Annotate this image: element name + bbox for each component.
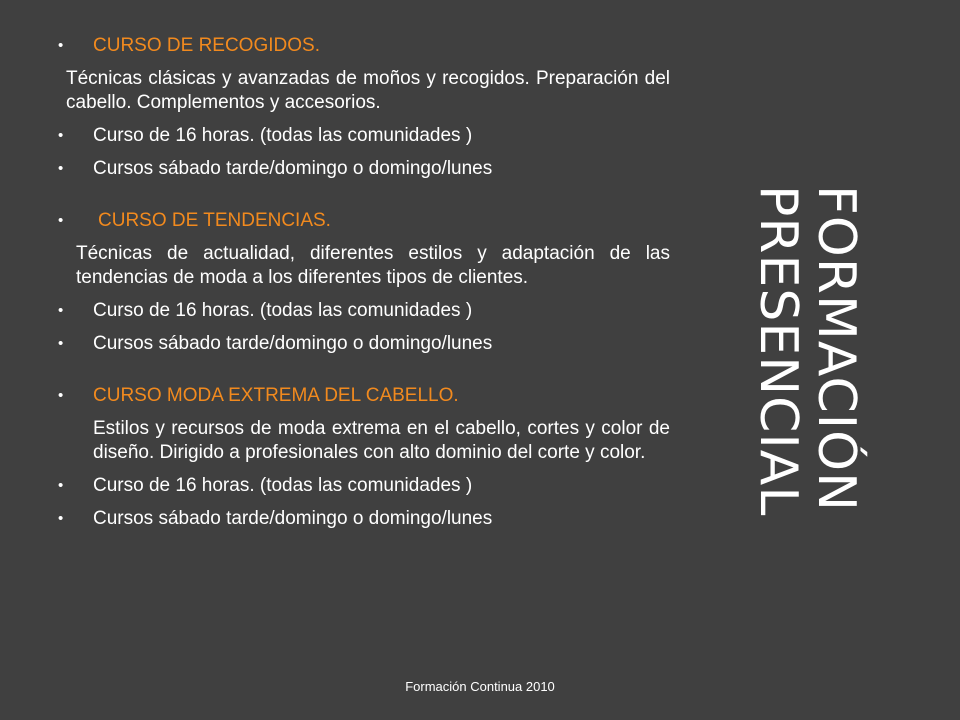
course-heading-row <box>58 384 670 408</box>
course-heading: CURSO MODA EXTREMA DEL CABELLO. <box>93 385 459 406</box>
course-schedule-row <box>58 157 670 181</box>
course-schedule-row <box>58 332 670 356</box>
bullet-icon: • <box>58 387 64 404</box>
course-heading-row <box>58 34 670 58</box>
course-schedule-row <box>58 507 670 531</box>
course-heading: CURSO DE TENDENCIAS. <box>98 210 331 231</box>
course-description: Estilos y recursos de moda extrema en el cabello, cortes y color de diseño. Dirigido a profesionales con alto dominio del corte y color. <box>93 418 670 463</box>
course-schedule: Cursos sábado tarde/domingo o domingo/lunes <box>93 158 493 179</box>
course-duration: Curso de 16 horas. (todas las comunidades ) <box>93 475 473 496</box>
course-duration: Curso de 16 horas. (todas las comunidades ) <box>93 125 473 146</box>
bullet-icon: • <box>58 335 64 352</box>
course-description: Técnicas de actualidad, diferentes estilos y adaptación de las tendencias de moda a los diferentes tipos de clientes. <box>76 243 670 288</box>
bullet-icon: • <box>58 510 64 527</box>
course-block-tendencias <box>58 209 670 356</box>
footer-text: Formación Continua 2010 <box>405 679 555 694</box>
course-duration-row <box>58 124 670 148</box>
course-duration-row <box>58 299 670 323</box>
course-duration-row <box>58 474 670 498</box>
spacer <box>58 190 670 209</box>
course-heading: CURSO DE RECOGIDOS. <box>93 35 320 56</box>
course-block-recogidos <box>58 34 670 181</box>
bullet-icon: • <box>58 302 64 319</box>
spacer <box>58 365 670 384</box>
course-list <box>58 34 670 540</box>
bullet-icon: • <box>58 160 64 177</box>
course-heading-row <box>58 209 670 233</box>
slide-title: FORMACIÓN PRESENCIAL <box>748 185 866 517</box>
bullet-icon: • <box>58 477 64 494</box>
course-schedule: Cursos sábado tarde/domingo o domingo/lunes <box>93 508 493 529</box>
course-schedule: Cursos sábado tarde/domingo o domingo/lunes <box>93 333 493 354</box>
bullet-icon: • <box>58 212 64 229</box>
bullet-icon: • <box>58 37 64 54</box>
course-description: Técnicas clásicas y avanzadas de moños y recogidos. Preparación del cabello. Complementos y accesorios. <box>66 68 670 113</box>
bullet-icon: • <box>58 127 64 144</box>
course-duration: Curso de 16 horas. (todas las comunidades ) <box>93 300 473 321</box>
course-block-moda-extrema <box>58 384 670 531</box>
